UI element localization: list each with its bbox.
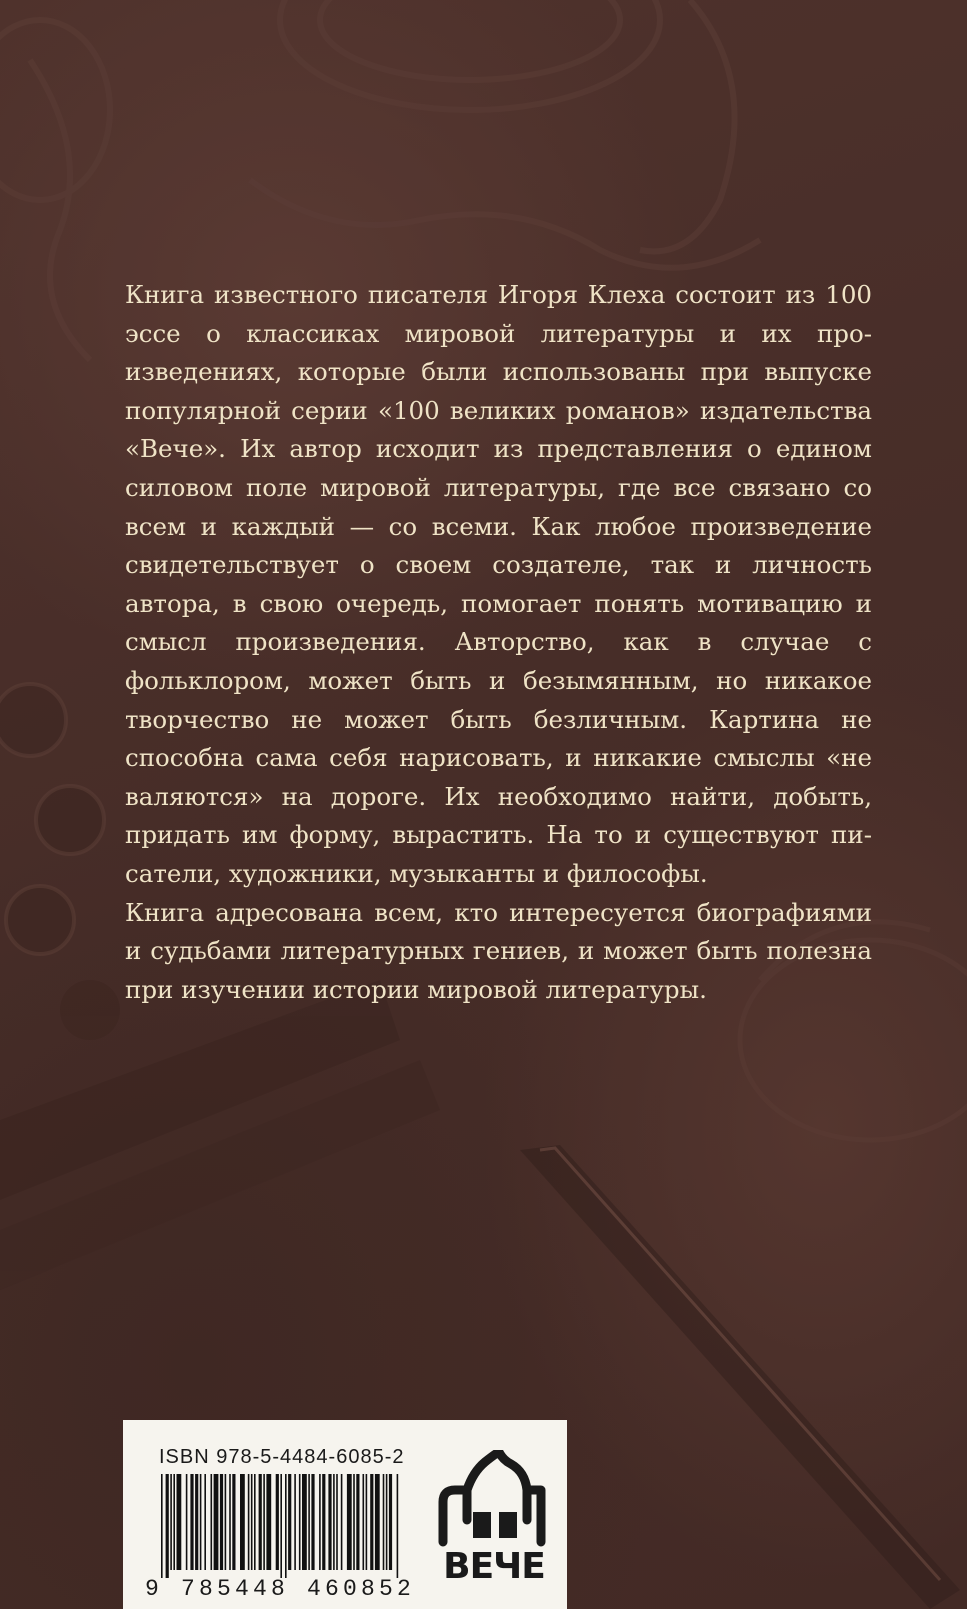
barcode-digits: 9 785448 460852 <box>145 1576 416 1602</box>
blurb-paragraph: Книга адресована всем, кто интересуется биографиями и судьбами литературных гениев, и может быть полезна при изучении истории мировой литературы. <box>125 897 872 1004</box>
back-cover-blurb <box>125 276 872 1009</box>
blurb-paragraph: Книга известного писателя Игоря Клеха состоит из 100 эссе о классиках мировой литературы и их произведениях, которые были использованы при выпуске популярной серии «100 великих романов» издательства «Вече». Их автор исходит из представления о едином силовом поле мировой литературы, где все связано со всем и каждый — со всеми. Как любое произведение свидетельствует о своем создателе, так и личность автора, в свою очередь, помогает понять мотивацию и смысл произведения. Авторство, как в случае с фольклором, может быть и безымянным, но никакое творчество не может быть безличным. Картина не способна сама себя нарисовать, и никакие смыслы «не валяются» на дороге. Их необходимо найти, добыть, придать им форму, вырастить. На то и существуют писатели, художники, музыканты и философы. <box>125 280 872 888</box>
publisher-logo-text: ВЕЧЕ <box>443 1546 545 1587</box>
barcode <box>161 1474 401 1578</box>
isbn-label: ISBN 978-5-4484-6085-2 <box>159 1446 405 1468</box>
barcode-panel <box>123 1420 567 1609</box>
